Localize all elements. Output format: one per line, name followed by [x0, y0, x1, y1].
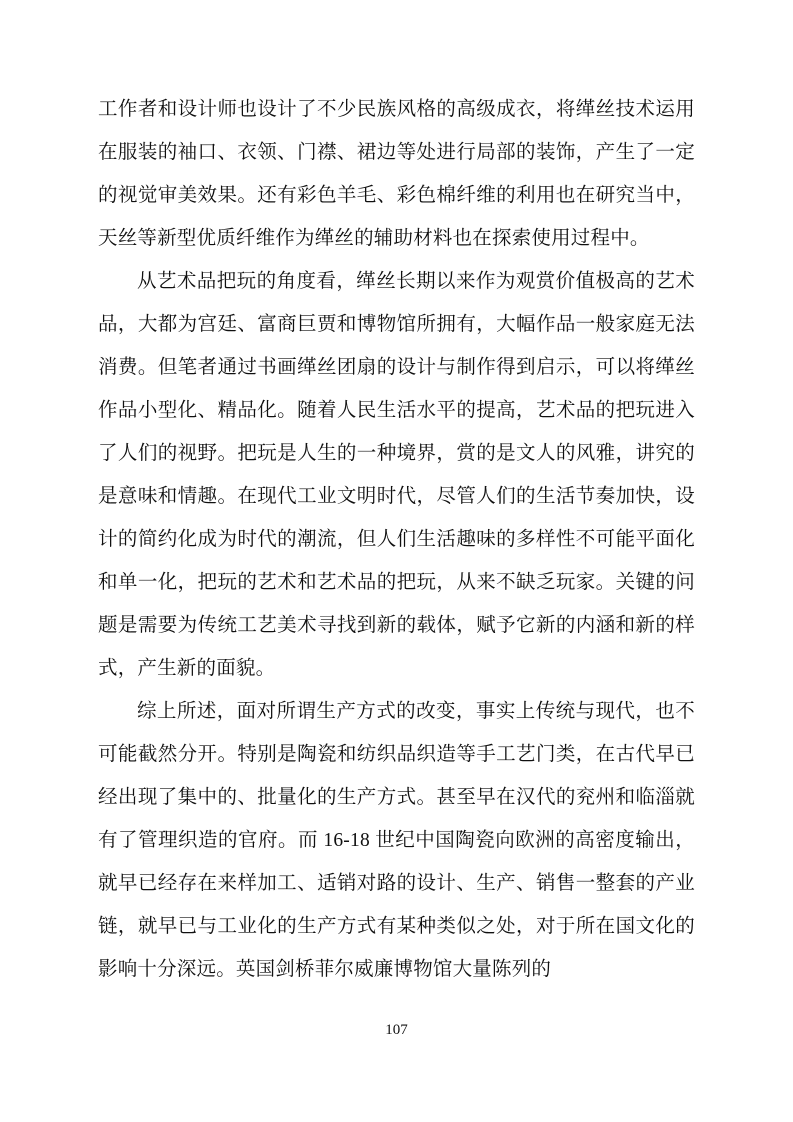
- page-body: [98, 88, 695, 991]
- paragraph-3: 综上所述，面对所谓生产方式的改变，事实上传统与现代，也不可能截然分开。特别是陶瓷和纺织品织造等手工艺门类，在古代早已经出现了集中的、批量化的生产方式。甚至早在汉代的兖州和临淄就有了管理织造的官府。而 16-18 世纪中国陶瓷向欧洲的高密度输出，就早已经存在来样加工、适销对路的设计、生产、销售一整套的产业链，就早已与工业化的生产方式有某种类似之处，对于所在国文化的影响十分深远。英国剑桥菲尔威廉博物馆大量陈列的: [98, 701, 695, 980]
- paragraph-1: 工作者和设计师也设计了不少民族风格的高级成衣，将缂丝技术运用在服装的袖口、衣领、门襟、裙边等处进行局部的装饰，产生了一定的视觉审美效果。还有彩色羊毛、彩色棉纤维的利用也在研究当中，天丝等新型优质纤维作为缂丝的辅助材料也在探索使用过程中。: [98, 99, 695, 249]
- paragraph-2: 从艺术品把玩的角度看，缂丝长期以来作为观赏价值极高的艺术品，大都为宫廷、富商巨贾和博物馆所拥有，大幅作品一般家庭无法消费。但笔者通过书画缂丝团扇的设计与制作得到启示，可以将缂丝作品小型化、精品化。随着人民生活水平的提高，艺术品的把玩进入了人们的视野。把玩是人生的一种境界，赏的是文人的风雅，讲究的是意味和情趣。在现代工业文明时代，尽管人们的生活节奏加快，设计的简约化成为时代的潮流，但人们生活趣味的多样性不可能平面化和单一化，把玩的艺术和艺术品的把玩，从来不缺乏玩家。关键的问题是需要为传统工艺美术寻找到新的载体，赋予它新的内涵和新的样式，产生新的面貌。: [98, 271, 695, 679]
- page-number: 107: [385, 1022, 408, 1038]
